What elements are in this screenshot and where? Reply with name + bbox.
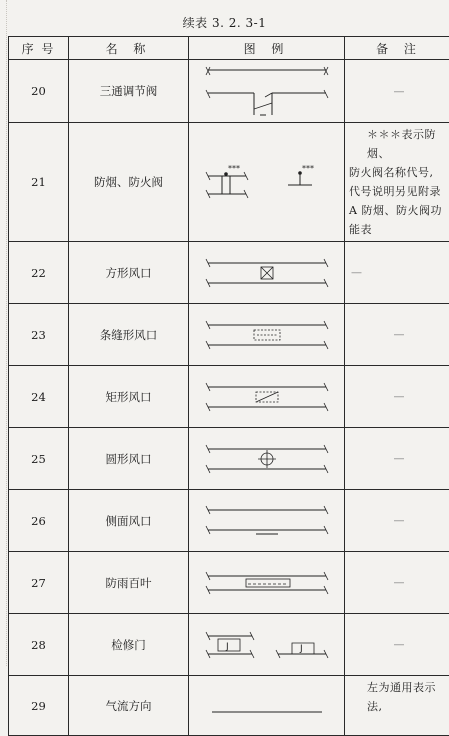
remark-line: 代号说明另见附录 [349, 182, 449, 201]
damper-code-label-2: *** [302, 164, 314, 173]
header-name: 名 称 [69, 37, 189, 60]
row-name: 条缝形风口 [69, 304, 189, 366]
header-legend: 图 例 [189, 37, 345, 60]
row-name: 三通调节阀 [69, 60, 189, 123]
access-door-symbol [202, 629, 332, 661]
row-name: 矩形风口 [69, 366, 189, 428]
table-row [9, 428, 449, 490]
rectangular-outlet-symbol [202, 381, 332, 413]
tee-damper-symbol [202, 63, 332, 119]
table-row [9, 614, 449, 676]
remark-line: 左为通用表示法, [349, 678, 449, 716]
row-remark: — [345, 428, 449, 490]
row-name: 方形风口 [69, 242, 189, 304]
legend-cell [189, 552, 345, 614]
row-remark: — [345, 490, 449, 552]
legend-cell [189, 366, 345, 428]
slot-outlet-symbol [202, 319, 332, 351]
row-remark: — [345, 614, 449, 676]
round-outlet-symbol [202, 443, 332, 475]
row-remark: — [345, 552, 449, 614]
row-remark: — [345, 242, 449, 304]
legend-cell [189, 123, 345, 242]
damper-code-label: *** [228, 164, 240, 173]
legend-cell [189, 242, 345, 304]
row-num: 26 [9, 490, 69, 552]
row-remark: — [345, 366, 449, 428]
legend-cell [189, 490, 345, 552]
row-name: 气流方向 [69, 676, 189, 736]
table-row [9, 552, 449, 614]
remark-line: 能表 [349, 220, 449, 239]
airflow-direction-symbol [202, 696, 332, 716]
legend-table [8, 36, 449, 736]
row-remark: — [345, 304, 449, 366]
rain-louver-symbol [202, 567, 332, 599]
remark-line: A 防烟、防火阀功 [349, 201, 449, 220]
table-caption: 续表 3. 2. 3-1 [0, 14, 449, 31]
row-name: 检修门 [69, 614, 189, 676]
row-remark [345, 676, 449, 736]
table-row [9, 676, 449, 736]
row-name: 圆形风口 [69, 428, 189, 490]
page-edge [0, 0, 7, 666]
table-row [9, 60, 449, 123]
row-num: 25 [9, 428, 69, 490]
smoke-fire-damper-symbol [202, 162, 332, 202]
table-row [9, 242, 449, 304]
row-remark [345, 123, 449, 242]
table-row [9, 490, 449, 552]
row-num: 22 [9, 242, 69, 304]
header-remark: 备 注 [345, 37, 449, 60]
row-num: 29 [9, 676, 69, 736]
square-outlet-symbol [202, 257, 332, 289]
remark-line: 防火阀名称代号, [349, 163, 449, 182]
row-num: 28 [9, 614, 69, 676]
header-num: 序 号 [9, 37, 69, 60]
row-num: 24 [9, 366, 69, 428]
row-name: 侧面风口 [69, 490, 189, 552]
door-code-label: J [225, 642, 229, 652]
legend-cell [189, 676, 345, 736]
table-row [9, 366, 449, 428]
side-outlet-symbol [202, 504, 332, 538]
header-row [9, 37, 449, 60]
row-num: 20 [9, 60, 69, 123]
legend-cell [189, 428, 345, 490]
row-num: 27 [9, 552, 69, 614]
row-name: 防烟、防火阀 [69, 123, 189, 242]
legend-cell [189, 60, 345, 123]
remark-line: ＊＊＊表示防烟、 [349, 125, 449, 163]
door-code-label-2: J [299, 644, 303, 654]
table-row [9, 123, 449, 242]
row-num: 23 [9, 304, 69, 366]
row-name: 防雨百叶 [69, 552, 189, 614]
legend-cell [189, 304, 345, 366]
table-row [9, 304, 449, 366]
row-remark: — [345, 60, 449, 123]
legend-cell [189, 614, 345, 676]
row-num: 21 [9, 123, 69, 242]
